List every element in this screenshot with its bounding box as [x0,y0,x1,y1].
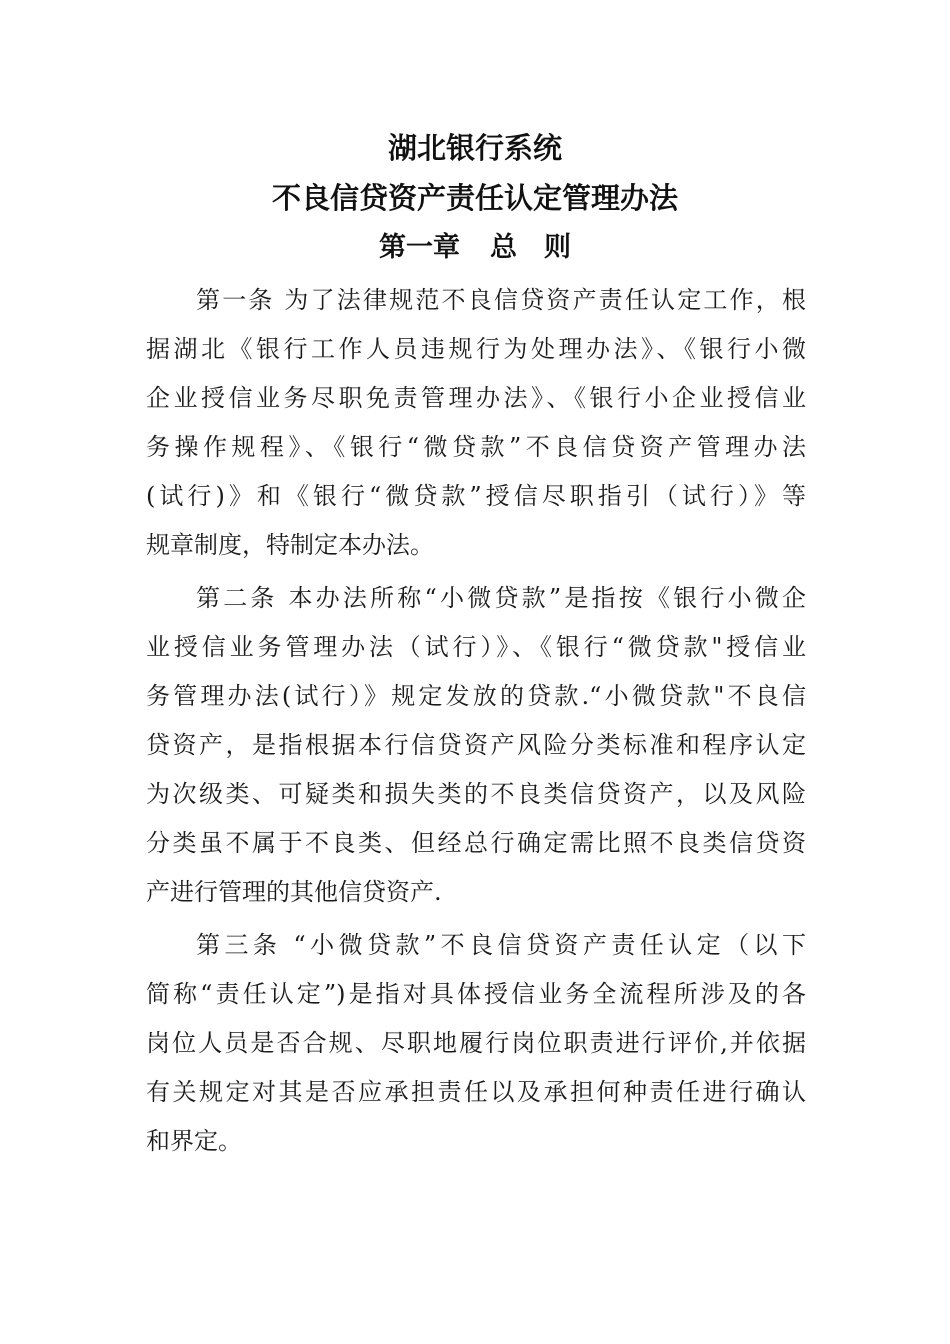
article-3-line-4: 有关规定对其是否应承担责任以及承担何种责任进行确认 [146,1078,806,1106]
article-2-line-5: 为次级类、可疑类和损失类的不良类信贷资产，以及风险 [146,780,806,808]
chapter-name: 总 则 [490,232,571,263]
article-3-line-1: 第三条 “小微贷款”不良信贷资产责任认定（以下 [196,931,806,959]
article-3-line-2: 简称“责任认定”)是指对具体授信业务全流程所涉及的各 [146,980,806,1008]
article-1-line-6: 规章制度，特制定本办法。 [146,531,434,559]
article-2-line-1: 第二条 本办法所称“小微贷款”是指按《银行小微企 [196,584,806,612]
chapter-heading [0,228,950,268]
article-1-line-3: 企业授信业务尽职免责管理办法》、《银行小企业授信业 [146,384,806,412]
article-2-line-2: 业授信业务管理办法（试行）》、《银行“微贷款"授信业 [146,633,806,661]
document-title-line1: 湖北银行系统 [387,131,562,165]
article-1-line-2: 据湖北《银行工作人员违规行为处理办法》、《银行小微 [146,335,806,363]
article-3-line-5: 和界定。 [146,1127,242,1155]
article-2-line-6: 分类虽不属于不良类、但经总行确定需比照不良类信贷资 [146,829,806,857]
article-2-line-3: 务管理办法(试行）》规定发放的贷款.“小微贷款"不良信 [146,682,806,710]
article-2-line-7: 产进行管理的其他信贷资产. [146,878,442,906]
document-title-line2: 不良信贷资产责任认定管理办法 [271,181,678,215]
article-3-line-3: 岗位人员是否合规、尽职地履行岗位职责进行评价,并依据 [146,1029,806,1057]
chapter-label: 第一章 [379,232,460,263]
article-1-line-5: (试行)》和《银行“微贷款”授信尽职指引（试行）》等 [146,482,806,510]
article-1-line-1: 第一条 为了法律规范不良信贷资产责任认定工作，根 [196,286,806,314]
article-1-line-4: 务操作规程》、《银行“微贷款”不良信贷资产管理办法 [146,433,806,461]
article-2-line-4: 贷资产，是指根据本行信贷资产风险分类标准和程序认定 [146,731,806,759]
